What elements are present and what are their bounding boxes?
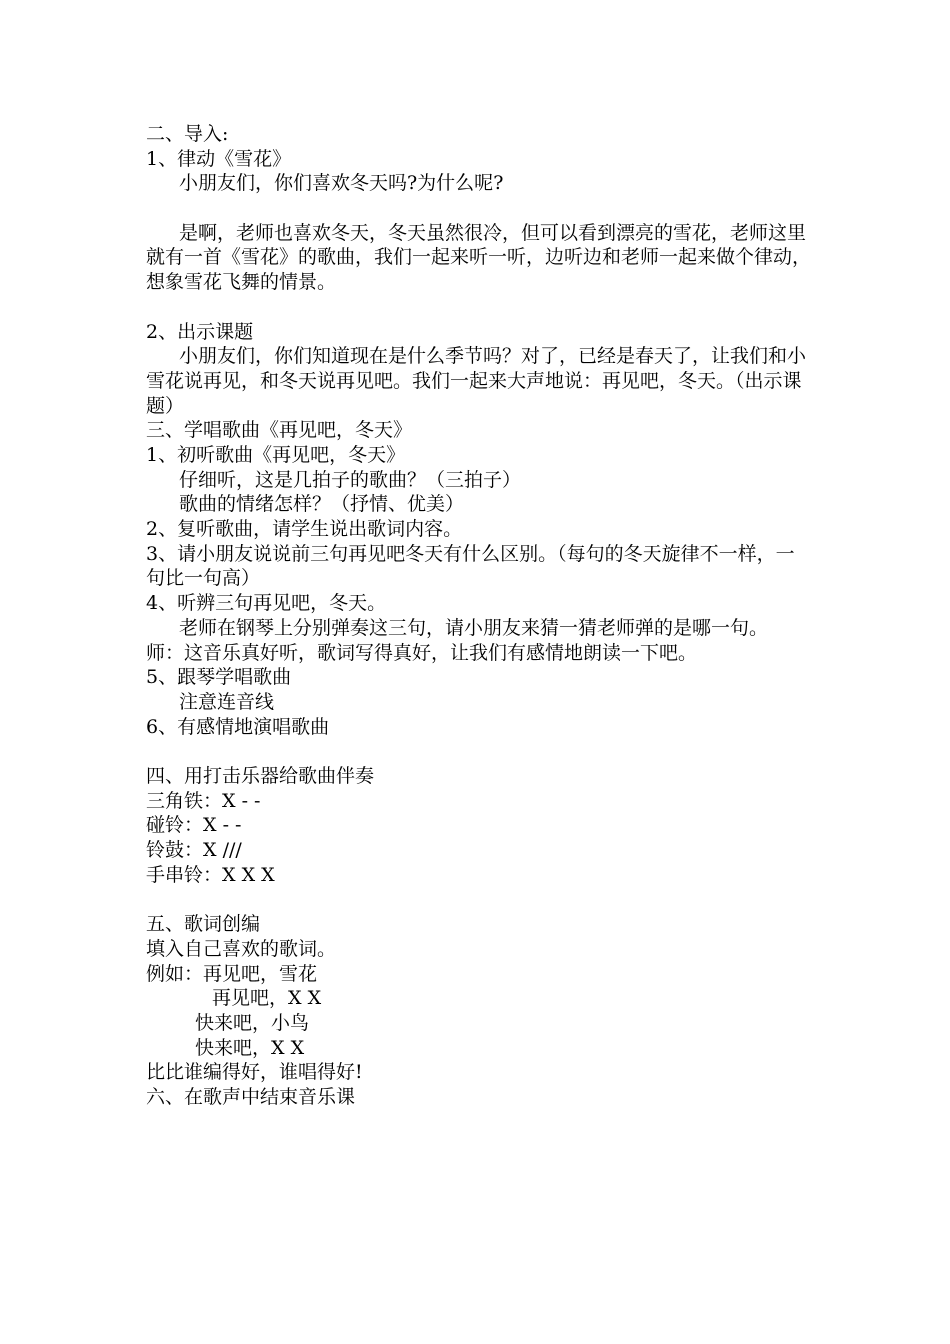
section-heading-learn-song: 三、学唱歌曲《再见吧，冬天》 [146, 419, 413, 442]
paragraph-compare-who: 比比谁编得好，谁唱得好! [146, 1061, 363, 1084]
paragraph-mood-question: 歌曲的情绪怎样？（抒情、优美） [179, 493, 465, 516]
subheading-show-topic: 2、出示课题 [146, 320, 254, 343]
subheading-first-listen: 1、初听歌曲《再见吧，冬天》 [146, 444, 406, 467]
blank-line [146, 295, 812, 320]
section-heading-percussion: 四、用打击乐器给歌曲伴奏 [146, 765, 375, 788]
rhythm-triangle: 三角铁：X - - [146, 789, 261, 812]
section-heading-ending: 六、在歌声中结束音乐课 [146, 1085, 356, 1108]
section-heading-intro: 二、导入: [146, 123, 229, 145]
paragraph-fill-lyrics: 填入自己喜欢的歌词。 [146, 937, 337, 960]
example-line-2: 再见吧，X X [212, 987, 322, 1010]
blank-line [146, 887, 812, 912]
paragraph-season-spring: 小朋友们，你们知道现在是什么季节吗？对了，已经是春天了，让我们和小雪花说再见，和冬天说再见吧。我们一起来大声地说：再见吧，冬天。（出示课题） [146, 345, 807, 417]
paragraph-teacher-reading: 师：这音乐真好听，歌词写得真好，让我们有感情地朗读一下吧。 [146, 641, 698, 664]
document-page [146, 122, 812, 1110]
example-line-3: 快来吧，小鸟 [195, 1011, 310, 1034]
example-line-4: 快来吧，X X [195, 1036, 305, 1059]
subheading-sing-with-feeling: 6、有感情地演唱歌曲 [146, 715, 330, 738]
subheading-compare-phrases: 3、请小朋友说说前三句再见吧冬天有什么区别。（每句的冬天旋律不一样，一句比一句高） [146, 542, 795, 590]
rhythm-tambourine: 铃鼓：X /// [146, 839, 242, 862]
subheading-second-listen: 2、复听歌曲，请学生说出歌词内容。 [146, 518, 463, 541]
example-line-1: 例如：再见吧，雪花 [146, 962, 318, 985]
subheading-sing-with-piano: 5、跟琴学唱歌曲 [146, 666, 292, 689]
paragraph-teacher-likes-winter: 是啊，老师也喜欢冬天，冬天虽然很冷，但可以看到漂亮的雪花，老师这里就有一首《雪花》的歌曲，我们一起来听一听，边听边和老师一起来做个律动，想象雪花飞舞的情景。 [146, 221, 812, 294]
paragraph-question-winter: 小朋友们，你们喜欢冬天吗?为什么呢? [179, 172, 504, 195]
rhythm-bell: 碰铃：X - - [146, 814, 242, 837]
rhythm-hand-bells: 手串铃：X X X [146, 863, 275, 886]
paragraph-slur-note: 注意连音线 [179, 690, 275, 713]
paragraph-piano-guess: 老师在钢琴上分别弹奏这三句，请小朋友来猜一猜老师弹的是哪一句。 [179, 616, 769, 639]
paragraph-meter-question: 仔细听，这是几拍子的歌曲？（三拍子） [179, 468, 522, 491]
blank-line [146, 739, 812, 764]
blank-line [146, 196, 812, 221]
subheading-rhythm-snowflake: 1、律动《雪花》 [146, 147, 292, 170]
section-heading-lyric-creation: 五、歌词创编 [146, 913, 261, 936]
subheading-identify-phrases: 4、听辨三句再见吧，冬天。 [146, 592, 387, 615]
